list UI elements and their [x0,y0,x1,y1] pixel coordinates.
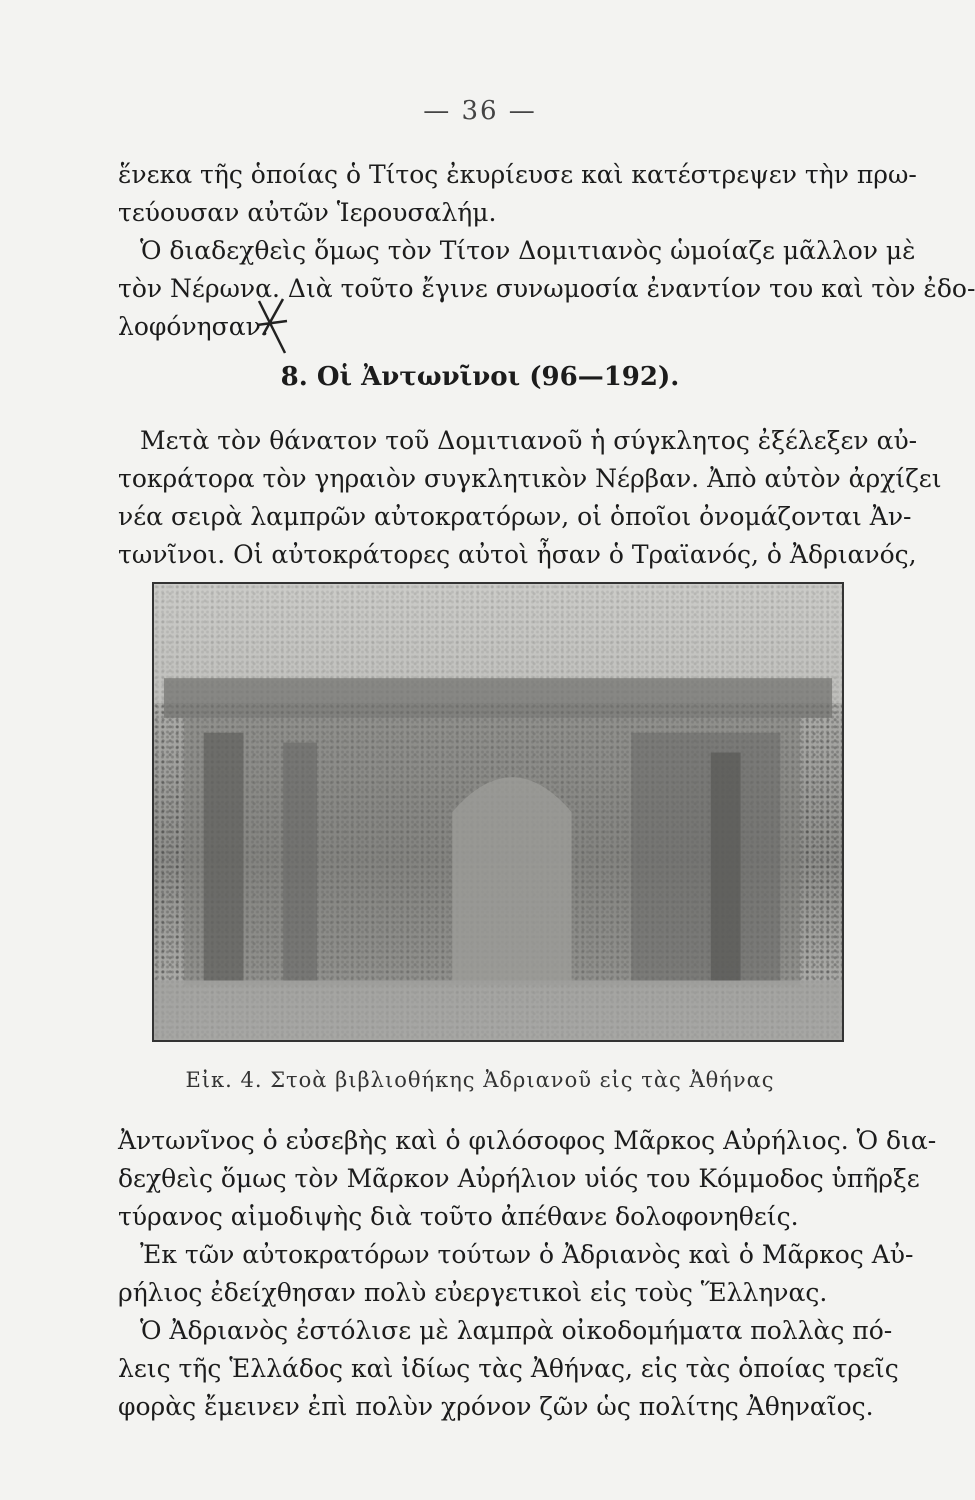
text-line: λοφόνησαν. [118,312,269,341]
stoa-ruins-image [154,584,842,1040]
text-line: ἕνεκα τῆς ὁποίας ὁ Τίτος ἐκυρίευσε καὶ κατέστρεψεν τὴν πρω- [118,160,917,189]
text-line: τεύουσαν αὐτῶν Ἱερουσαλήμ. [118,198,497,227]
text-line: τύρανος αἱμοδιψὴς διὰ τοῦτο ἀπέθανε δολοφονηθείς. [118,1202,799,1231]
text-line: Ἀντωνῖνος ὁ εὐσεβὴς καὶ ὁ φιλόσοφος Μᾶρκος Αὐρήλιος. Ὁ δια- [118,1126,937,1155]
figure-photo [152,582,844,1042]
text-line: λεις τῆς Ἑλλάδος καὶ ἰδίως τὰς Ἀθήνας, εἰς τὰς ὁποίας τρεῖς [118,1354,899,1383]
text-line: τὸν Νέρωνα. Διὰ τοῦτο ἔγινε συνωμοσία ἐναντίον του καὶ τὸν ἐδο- [118,274,975,303]
handwritten-mark-icon [255,295,289,361]
page-number: — 36 — [423,96,537,126]
paragraph-bottom [118,1122,937,1426]
text-line: φορὰς ἔμεινεν ἐπὶ πολὺν χρόνον ζῶν ὡς πολίτης Ἀθηναῖος. [118,1392,874,1421]
text-line: δεχθεὶς ὅμως τὸν Μᾶρκον Αὐρήλιον υἱός του Κόμμοδος ὑπῆρξε [118,1164,920,1193]
paragraph-top [118,156,975,346]
paragraph-middle [118,422,942,574]
text-line: Ὁ διαδεχθεὶς ὅμως τὸν Τίτον Δομιτιανὸς ὡμοίαζε μᾶλλον μὲ [140,236,916,265]
figure-caption: Εἰκ. 4. Στοὰ βιβλιοθήκης Ἀδριανοῦ εἰς τὰς Ἀθήνας [185,1068,775,1092]
text-line: τοκράτορα τὸν γηραιὸν συγκλητικὸν Νέρβαν. Ἀπὸ αὐτὸν ἀρχίζει [118,464,942,493]
section-heading: 8. Οἱ Ἀντωνῖνοι (96—192). [280,362,680,392]
text-line: Ἐκ τῶν αὐτοκρατόρων τούτων ὁ Ἀδριανὸς καὶ ὁ Μᾶρκος Αὐ- [140,1240,914,1269]
text-line: Ὁ Ἀδριανὸς ἐστόλισε μὲ λαμπρὰ οἰκοδομήματα πολλὰς πό- [140,1316,893,1345]
text-line: ρήλιος ἐδείχθησαν πολὺ εὐεργετικοὶ εἰς τοὺς Ἕλληνας. [118,1278,828,1307]
text-line: Μετὰ τὸν θάνατον τοῦ Δομιτιανοῦ ἡ σύγκλητος ἐξέλεξεν αὐ- [140,426,918,455]
text-line: τωνῖνοι. Οἱ αὐτοκράτορες αὐτοὶ ἦσαν ὁ Τραϊανός, ὁ Ἀδριανός, [118,540,917,569]
text-line: νέα σειρὰ λαμπρῶν αὐτοκρατόρων, οἱ ὁποῖοι ὀνομάζονται Ἀν- [118,502,912,531]
